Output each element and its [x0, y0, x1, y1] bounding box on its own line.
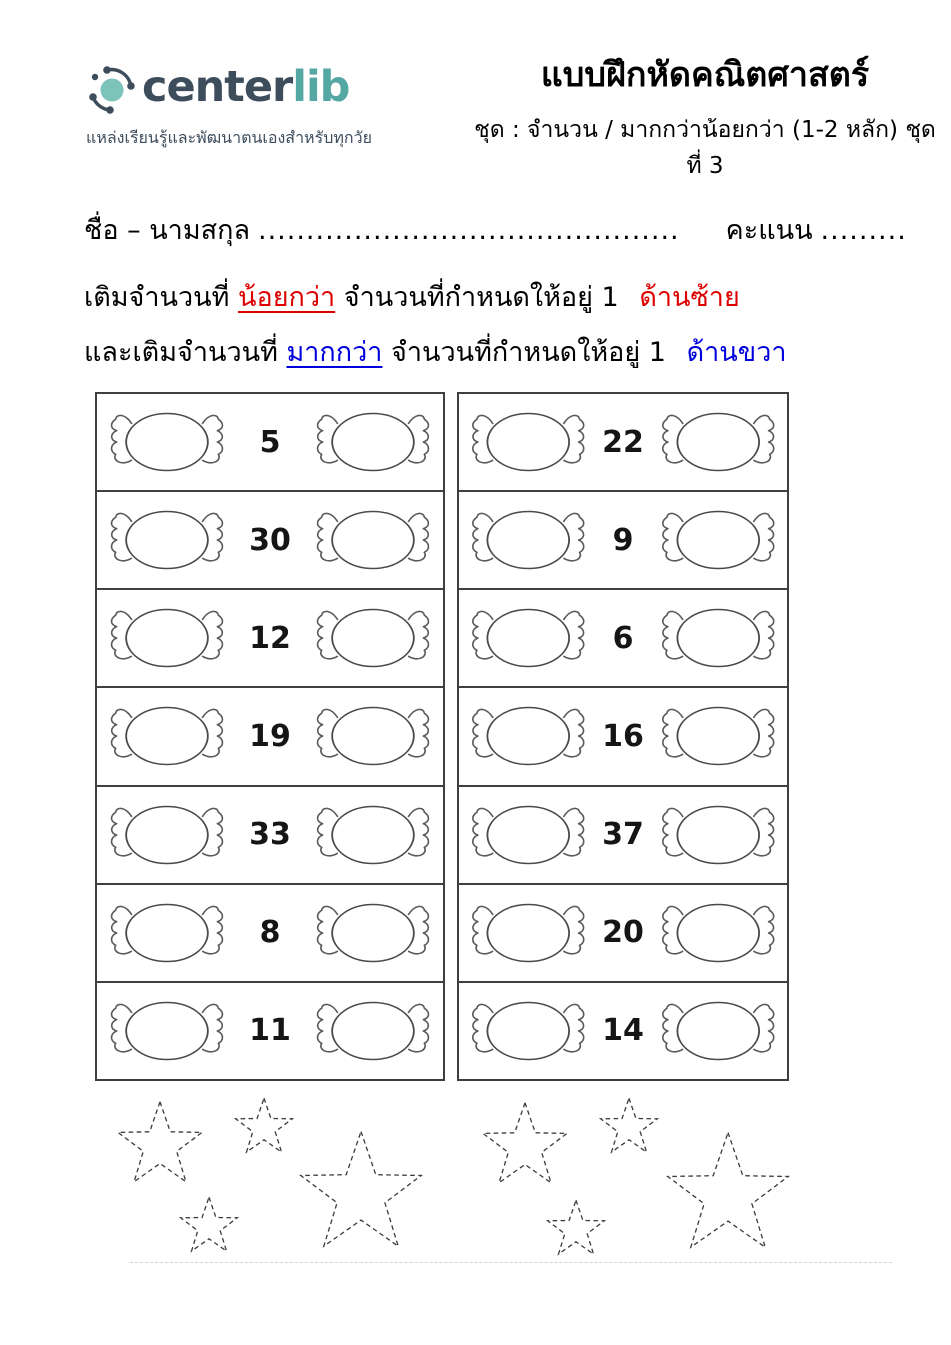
candy-outline-blank-left [471, 797, 586, 873]
candy-outline-blank-left [109, 502, 225, 578]
instruction-line-1 [84, 270, 787, 325]
candy-row [97, 688, 443, 786]
candy-outline-blank-left [471, 698, 586, 774]
brand-tagline: แหล่งเรียนรู้และพัฒนาตนเองสำหรับทุกวัย [86, 128, 372, 147]
instr1-side-left: ด้านซ้าย [639, 282, 740, 313]
instr2-prefix: และเติมจำนวนที่ [84, 337, 278, 368]
instr2-side-right: ด้านขวา [686, 337, 787, 368]
score-blank-dots: ......... [820, 215, 907, 246]
instr2-keyword-greaterthan: มากกว่า [286, 337, 383, 368]
candy-outline-blank-right [661, 600, 776, 676]
candy-row [459, 688, 787, 786]
candy-row [459, 885, 787, 983]
star-icon [114, 1100, 206, 1192]
candy-outline-blank-left [109, 404, 225, 480]
candy-row [97, 787, 443, 885]
row-number: 16 [602, 718, 644, 754]
star-icon [545, 1199, 607, 1261]
candy-row [97, 590, 443, 688]
candy-box-left [95, 392, 445, 1081]
candy-row [97, 885, 443, 983]
candy-row [459, 492, 787, 590]
candy-row [459, 394, 787, 492]
row-number: 30 [249, 522, 291, 558]
row-number: 5 [259, 424, 281, 460]
row-number: 12 [249, 620, 291, 656]
page-subtitle: ชุด : จำนวน / มากกว่าน้อยกว่า (1-2 หลัก) ชุดที่ 3 [474, 117, 936, 180]
row-number: 9 [612, 522, 634, 558]
star-icon [598, 1097, 660, 1159]
candy-row [459, 983, 787, 1079]
worksheet-table [95, 392, 789, 1081]
instr1-prefix: เติมจำนวนที่ [84, 282, 230, 313]
centerlib-wordmark [142, 62, 350, 112]
candy-outline-blank-left [471, 600, 586, 676]
row-number: 8 [259, 915, 281, 951]
row-number: 22 [602, 424, 644, 460]
candy-outline-blank-right [661, 895, 776, 971]
row-number: 20 [602, 915, 644, 951]
instr1-keyword-lessthan: น้อยกว่า [238, 282, 336, 313]
candy-outline-blank-left [471, 895, 586, 971]
candy-outline-blank-right [315, 797, 431, 873]
row-number: 37 [602, 817, 644, 853]
candy-row [97, 492, 443, 590]
candy-outline-blank-left [109, 600, 225, 676]
instructions [84, 270, 787, 380]
candy-outline-blank-right [661, 698, 776, 774]
candy-outline-blank-right [661, 404, 776, 480]
candy-outline-blank-right [315, 993, 431, 1069]
page-title: แบบฝึกหัดคณิตศาสตร์ [540, 55, 870, 95]
candy-box-right [457, 392, 789, 1081]
candy-outline-blank-right [661, 502, 776, 578]
candy-outline-blank-left [109, 797, 225, 873]
candy-outline-blank-left [109, 895, 225, 971]
instr2-middle: จำนวนที่กำหนดให้อยู่ 1 [391, 337, 666, 368]
candy-row [459, 787, 787, 885]
candy-outline-blank-right [315, 600, 431, 676]
candy-row [459, 590, 787, 688]
candy-outline-blank-right [661, 797, 776, 873]
wordmark-secondary: lib [292, 62, 350, 112]
name-blank-dots: ............................................ [258, 215, 680, 246]
star-icon [479, 1101, 571, 1193]
candy-row [97, 394, 443, 492]
star-icon [295, 1129, 427, 1261]
star-icon [178, 1196, 240, 1258]
centerlib-logo-icon [86, 60, 138, 118]
candy-outline-blank-left [109, 993, 225, 1069]
row-number: 6 [612, 620, 634, 656]
score-label: คะแนน [725, 215, 813, 246]
name-label: ชื่อ – นามสกุล [84, 215, 250, 246]
candy-outline-blank-right [315, 404, 431, 480]
faint-dashed-line [130, 1262, 892, 1263]
wordmark-primary: center [142, 62, 293, 112]
candy-outline-blank-left [471, 404, 586, 480]
name-score-line [84, 208, 907, 251]
candy-outline-blank-right [315, 698, 431, 774]
row-number: 11 [249, 1013, 291, 1049]
candy-outline-blank-left [109, 698, 225, 774]
candy-row [97, 983, 443, 1079]
candy-outline-blank-right [315, 502, 431, 578]
title-block [468, 56, 942, 184]
star-icon [233, 1097, 295, 1159]
candy-outline-blank-left [471, 502, 586, 578]
row-number: 19 [249, 718, 291, 754]
candy-outline-blank-left [471, 993, 586, 1069]
star-icon [662, 1130, 794, 1262]
candy-outline-blank-right [315, 895, 431, 971]
instruction-line-2 [84, 325, 787, 380]
row-number: 14 [602, 1013, 644, 1049]
instr1-middle: จำนวนที่กำหนดให้อยู่ 1 [343, 282, 619, 313]
candy-outline-blank-right [661, 993, 776, 1069]
row-number: 33 [249, 817, 291, 853]
